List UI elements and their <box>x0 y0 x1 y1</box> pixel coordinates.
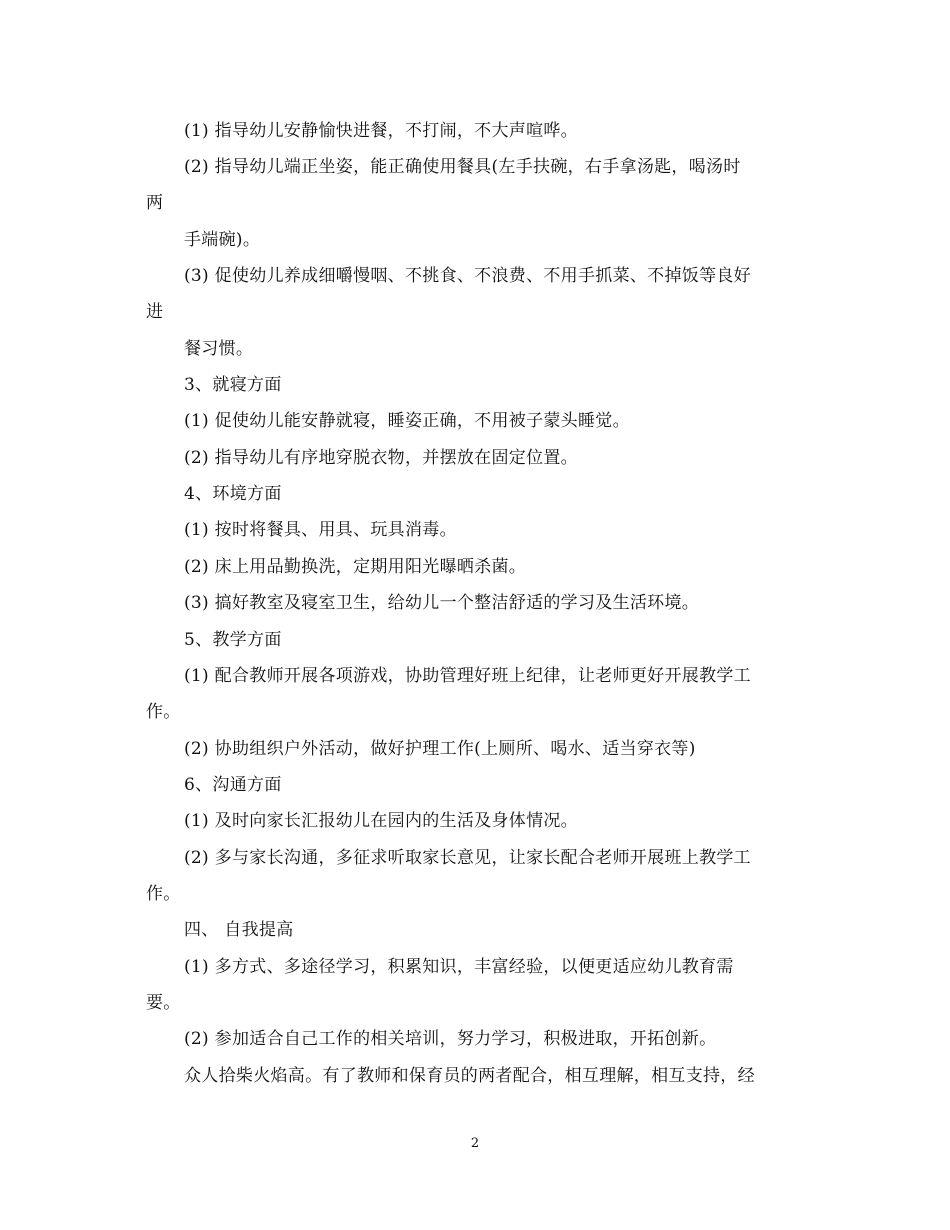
text-line: (1) 促使幼儿能安静就寝，睡姿正确，不用被子蒙头睡觉。 <box>184 411 630 431</box>
text-line: (1) 及时向家长汇报幼儿在园内的生活及身体情况。 <box>184 811 578 831</box>
text-line: (3) 促使幼儿养成细嚼慢咽、不挑食、不浪费、不用手抓菜、不掉饭等良好 <box>184 266 751 286</box>
page-number: 2 <box>470 1136 480 1151</box>
text-line: (2) 多与家长沟通，多征求听取家长意见，让家长配合老师开展班上教学工 <box>184 848 751 868</box>
text-line: 作。 <box>146 702 181 722</box>
text-line: (2) 指导幼儿有序地穿脱衣物，并摆放在固定位置。 <box>184 448 578 468</box>
section-heading: 四、 自我提高 <box>184 920 294 940</box>
text-line: 众人拾柴火焰高。有了教师和保育员的两者配合，相互理解，相互支持，经 <box>184 1066 755 1086</box>
text-line: 进 <box>146 302 164 322</box>
text-line: (3) 搞好教室及寝室卫生，给幼儿一个整洁舒适的学习及生活环境。 <box>184 593 700 613</box>
text-line: (2) 床上用品勤换洗，定期用阳光曝晒杀菌。 <box>184 557 527 577</box>
section-heading: 5、教学方面 <box>184 630 282 650</box>
text-line: (1) 按时将餐具、用具、玩具消毒。 <box>184 520 457 540</box>
text-line: 要。 <box>146 993 181 1013</box>
text-line: (2) 参加适合自己工作的相关培训，努力学习，积极进取，开拓创新。 <box>184 1029 717 1049</box>
text-line: (2) 指导幼儿端正坐姿，能正确使用餐具(左手扶碗，右手拿汤匙，喝汤时 <box>184 157 741 177</box>
text-line: (1) 多方式、多途径学习，积累知识，丰富经验，以便更适应幼儿教育需 <box>184 957 734 977</box>
text-line: (1) 配合教师开展各项游戏，协助管理好班上纪律，让老师更好开展教学工 <box>184 666 751 686</box>
section-heading: 4、环境方面 <box>184 484 282 504</box>
section-heading: 6、沟通方面 <box>184 775 282 795</box>
text-line: 手端碗)。 <box>184 230 261 250</box>
text-line: 作。 <box>146 884 181 904</box>
section-heading: 3、就寝方面 <box>184 375 282 395</box>
text-line: 餐习惯。 <box>184 339 254 359</box>
text-line: (2) 协助组织户外活动，做好护理工作(上厕所、喝水、适当穿衣等) <box>184 739 696 759</box>
text-line: 两 <box>146 193 164 213</box>
text-line: (1) 指导幼儿安静愉快进餐，不打闹，不大声喧哗。 <box>184 121 578 141</box>
